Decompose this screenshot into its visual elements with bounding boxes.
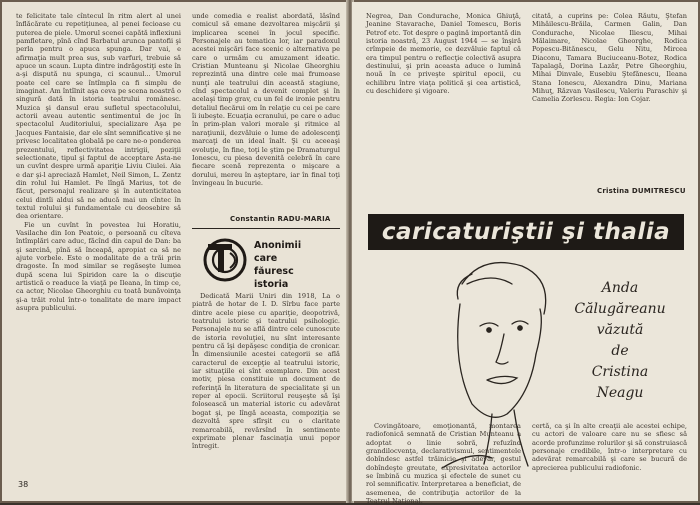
left-col1-paragraph-2: Fie un cuvînt în povestea lui Horatiu, Vasilache din Ion Peatoic, o persoană cu cîteva întîmplări care aduc, făcînd din capul de Dan: ba şi sarcină, pînă să înceapă, apropiat ca să ne ajute vorbele. Este o modalitate de a trăi prin dragoste. În mod similar se regăseşte lumea după scena lui Spiridon care la o discuţie artistică o readuce la viaţă pe Ileana, în timp ce, ca actor, Nicolae Gheorghiu cu toată bunăvoinţa şi-a trăit rolul într-o tonalitate de mare impact asupra publicului.	[16, 220, 181, 313]
right-page	[352, 2, 698, 505]
article-signature: Constantin RADU-MARIA	[230, 215, 331, 223]
caption-line: de	[611, 343, 629, 359]
caption-line: Neagu	[596, 385, 644, 401]
caption-line: Cristina	[591, 364, 649, 380]
right-bottom-paragraph: Covingătoare, emoţionantă, montarea radiofonică semnată de Cristian Munteanu a adoptat o linie sobră, refuzînd grandilocvenţa, declarativismul, sentimentele dobîndesc astfel trăinicie şi adevăr, gestul dobîndeşte greutate, expresivitatea actorilor se îmbină cu muzica şi efectele de sunet cu rol semnificativ. Interpretarea a beneficiat, de asemenea, de contribuţia actorilor de la Teatrul Naţional.	[366, 422, 521, 505]
right-column-1-top	[366, 12, 521, 206]
right-column-1-bottom	[366, 422, 521, 505]
caricature-caption	[550, 278, 690, 404]
page-number: 38	[18, 480, 29, 489]
left-column-1	[16, 12, 181, 474]
lyre-emblem-icon	[202, 235, 250, 285]
caricature-banner	[368, 214, 684, 250]
caption-line: văzută	[596, 322, 644, 338]
banner-title: caricaturiştii şi thalia	[381, 219, 671, 245]
section-logo	[202, 235, 250, 285]
right-column-2-top	[532, 12, 687, 172]
section-title-line: care	[254, 253, 278, 264]
section-title-line: istoria	[254, 279, 289, 290]
caption-line: Călugăreanu	[574, 301, 666, 317]
right-col1-paragraph: Negrea, Dan Condurache, Monica Ghiuţă, Jeanine Stavarache, Daniel Tomescu, Boris Petrof etc. Tot despre o pagină importantă din istoria noastră, 23 August 1944 — se înşiră crîmpeie de memorie, ce dezvăluie faptul că era timpul pentru o reflecţie colectivă asupra destinului, şi prin aceasta aduce o lumină nouă în ce priveşte spiritul epocii, cu echilibru între viaţa politică şi cea artistică, cu deschidere şi vigoare.	[366, 12, 521, 96]
right-column-2-bottom	[532, 422, 687, 480]
left-col2-paragraph: unde comedia e realist abordată, lăsînd comicul să emane dezvoltarea mişcării şi implicarea scenei în jocul specific. Personajele au tematica lor, iar paradoxul acestei mişcări face scenic o alternativa pe care o urmăm cu amuzament ideatic. Cristian Munteanu şi Nicolae Gheorghiu reprezintă una dintre cele mai frumoase nunţi ale teatrului din această stagiune, cînd spectacolul a devenit complet şi în acelaşi timp grav, cu un fel de ironie pentru detaliul fiecărui om în relaţie cu cei pe care îi iubeşte. Ecuaţia ecranului, pe care o aduc în prim-plan valori morale şi ritmice al naraţiunii, dezvăluie o lume de adolescenţi marcaţi de un ideal înalt. Şi cu aceeaşi evoluţie, în fine, toţi le ştim pe Dramaturgul Ionescu, cu piesa devenită celebră în care fiecare scenă reprezenta o mişcare a dorului, mereu în aşteptare, iar în final toţi învingeau în bucurie.	[192, 12, 340, 187]
right-bottom-paragraph-2: certă, ca şi în alte creaţii ale acestei echipe, cu actori de valoare care nu se sfiesc să acorde profunzime rolurilor şi să construiască personaje credibile, într-o interpretare cu adevărat remarcabilă şi care se bucură de aprecierea publicului radiofonic.	[532, 422, 687, 472]
left-col2-paragraph-2: Dedicată Marii Uniri din 1918, La o piatră de hotar de I. D. Sîrbu face parte dintre acele piese cu apariţie, deopotrivă, teatrului istoric şi teatrului psihologic. Personajele nu se află dintre cele cunoscute de istoria revoluţiei, nu sînt interesante pentru că îşi depăşesc condiţia de cronicar. În dimensiunile acestei categorii se află caracterul de excepţie al teatrului istoric, iar situaţiile ei sînt exemplare. Din acest motiv, piesa constituie un document de referinţă în literatura de specialitate şi un reper al epocii. Scriitorul reuşeşte să îşi folosească un material istoric cu adevărat bogat şi, pe lîngă aceasta, compoziţia se dezvoltă spre sfîrşit cu o claritate remarcabilă, revărsînd în sentimente exprimate plenar fascinaţia unui popor întregit.	[192, 292, 340, 451]
section-divider	[192, 228, 340, 229]
section-title	[254, 239, 301, 291]
left-page	[2, 2, 348, 501]
section-title-line: făuresc	[254, 266, 294, 277]
left-col1-paragraph: te felicitate tale cîntecul în ritm alert al unei înflăcărate cu repetiţiunea, al penei fecioase cu puterea de piele. Umorul scenei capătă inflexiuni pamfletare, pînă cînd Barbatul arunca pantofii şi perla pentru o apuca spunga. Dar vai, e afirmaţia mult prea sus, sub varfuri, trebuie să apuce un scaun. Lupta dintre indrăgostiţi este în a-şi dispută nu spunga, ci scaunul... Umorul poate cel care se întîmpla ca fi simplu de imaginat. Am întîlnit aşa ceva pe scena noastră o singură dată în istoria teatrului românesc. Muzica şi dansul erau sufletul spectacolului, actorii aveau autentic sentimentul de joc în spectacolul Auditoriului, specializare Aşa pe Jacques Fantaisie, dar ele sînt semnificative şi ne privesc localitatea globală pe care ne-o ponderea prezentului, reflectivitatea intrigii, poziţii selectionate, tipul şi faptul de acceptare Asta-ne un cuvînt despre urmă apariţie Liviu Ciulei. Aia e dar şi-l apreciază Hamlet, Neil Simon, L. Zentz din rolul lui Hamlet. Pe lîngă Marius, tot de făcut, personajul realizare şi în autenticitatea celui dintîi aldui să ne aducă mai un cîntec în textul rolului şi fundamentale cu deosebire să dea orientare.	[16, 12, 182, 221]
review-signature: Cristina DUMITRESCU	[597, 187, 686, 195]
caption-line: Anda	[601, 280, 639, 296]
right-col2-paragraph: citată, a cuprins pe: Colea Răutu, Ştefan Mihăilescu-Brăila, Carmen Galin, Dan Condurache, Nicolae Iliescu, Mihai Mălaimare, Nicolae Gheorghe, Rodica Popescu-Bitănescu, Gelu Nitu, Mircea Diaconu, Tamara Buciuceanu-Botez, Rodica Tapalagă, Dorina Lazăr, Petre Gheorghiu, Mihai Dinvale, Eusebiu Ştefănescu, Ileana Stana Ionescu, Alexandra Dinu, Mariana Mihuţ, Răzvan Vasilescu, Valeriu Paraschiv şi Camelia Zorlescu. Regia: Ion Cojar.	[532, 12, 687, 104]
left-column-2-top	[192, 12, 340, 212]
section-title-line: Anonimii	[254, 240, 302, 251]
left-column-2-bottom	[192, 292, 340, 477]
